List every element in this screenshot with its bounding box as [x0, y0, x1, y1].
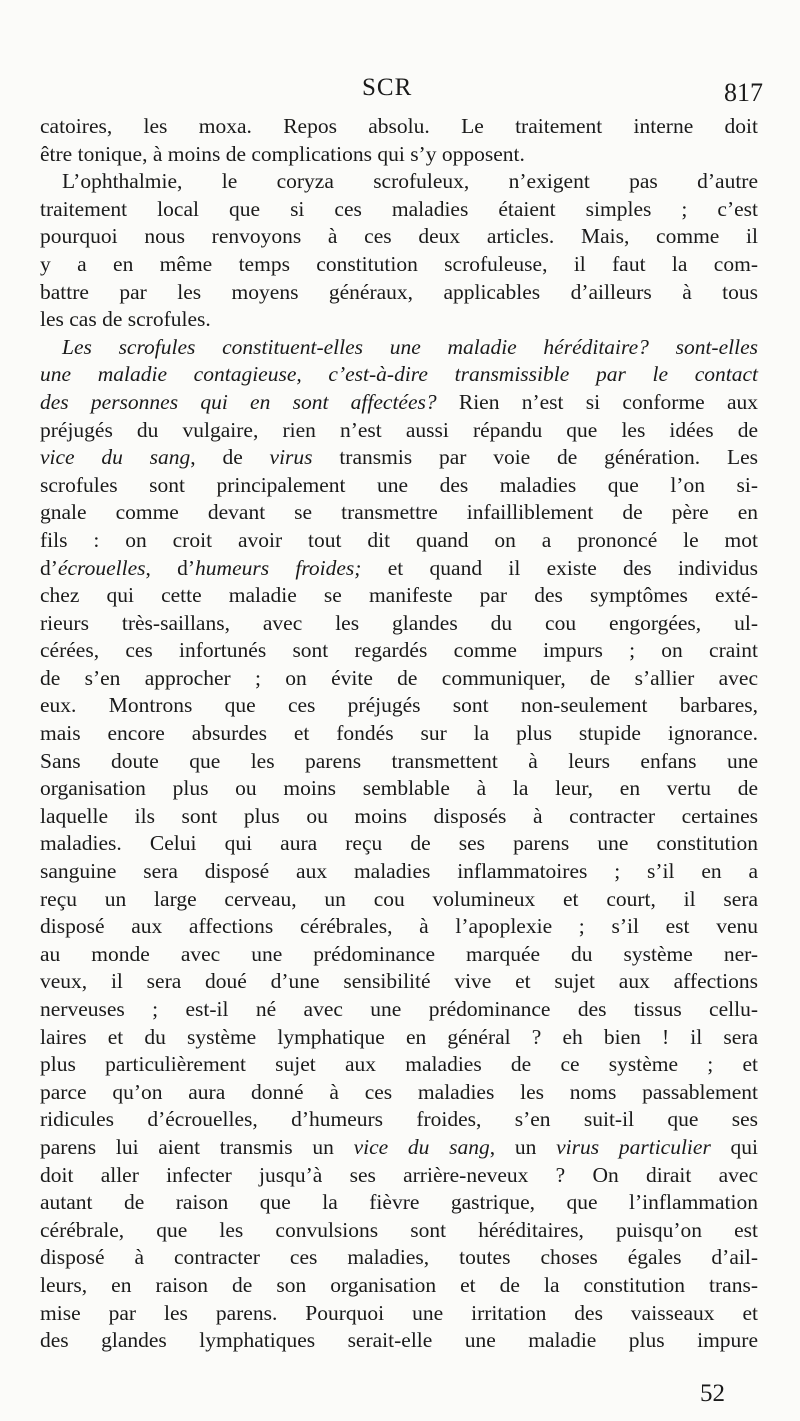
text-line: préjugés du vulgaire, rien n’est aussi répandu que les idées de [40, 417, 758, 442]
text-line: des glandes lymphatiques serait-elle une maladie plus impure [40, 1328, 758, 1353]
text-line: battre par les moyens généraux, applicables d’ailleurs à tous [40, 279, 758, 304]
text-line: scrofules sont principalement une des maladies que l’on si- [40, 472, 758, 497]
text-line: L’ophthalmie, le coryza scrofuleux, n’exigent pas d’autre [62, 169, 758, 194]
text-line: Sans doute que les parens transmettent à leurs enfans une [40, 748, 758, 773]
text-line: disposé à contracter ces maladies, toutes choses égales d’ail- [40, 1245, 758, 1270]
body-text [40, 113, 758, 1355]
text-line: chez qui cette maladie se manifeste par des symptômes exté- [40, 583, 758, 608]
text-line: parens lui aient transmis un vice du sang, un virus particulier qui [40, 1134, 759, 1159]
text-line: parce qu’on aura donné à ces maladies les noms passablement [40, 1079, 758, 1104]
text-line: organisation plus ou moins semblable à la leur, en vertu de [40, 776, 758, 801]
text-line: une maladie contagieuse, c’est-à-dire transmissible par le contact [40, 362, 758, 387]
running-head: SCR [362, 74, 413, 101]
text-line: pourquoi nous renvoyons à ces deux articles. Mais, comme il [40, 224, 758, 249]
signature-mark: 52 [700, 1380, 725, 1407]
text-line: mais encore absurdes et fondés sur la plus stupide ignorance. [40, 721, 758, 746]
text-line: traitement local que si ces maladies étaient simples ; c’est [40, 196, 758, 221]
text-line: d’écrouelles, d’humeurs froides; et quand il existe des individus [40, 555, 758, 580]
text-line: vice du sang, de virus transmis par voie de génération. Les [40, 445, 758, 470]
page-number: 817 [724, 78, 763, 107]
text-line: catoires, les moxa. Repos absolu. Le traitement interne doit [40, 114, 758, 138]
text-line: Les scrofules constituent-elles une maladie héréditaire? sont-elles [62, 334, 758, 359]
text-line: reçu un large cerveau, un cou volumineux et court, il sera [40, 886, 758, 911]
text-line: fils : on croit avoir tout dit quand on a prononcé le mot [40, 527, 758, 552]
text-line: rieurs très-saillans, avec les glandes du cou engorgées, ul- [40, 610, 758, 635]
text-line: y a en même temps constitution scrofuleuse, il faut la com- [40, 251, 758, 276]
text-line: veux, il sera doué d’une sensibilité vive et sujet aux affections [40, 969, 758, 994]
text-line: laquelle ils sont plus ou moins disposés à contracter certaines [40, 803, 758, 828]
text-line: gnale comme devant se transmettre infailliblement de père en [40, 500, 758, 525]
text-line: nerveuses ; est-il né avec une prédominance des tissus cellu- [40, 997, 758, 1021]
text-line: mise par les parens. Pourquoi une irritation des vaisseaux et [40, 1300, 758, 1325]
text-line: cérées, ces infortunés sont regardés comme impurs ; on craint [40, 638, 758, 663]
text-line: plus particulièrement sujet aux maladies de ce système ; et [40, 1052, 758, 1077]
text-line: maladies. Celui qui aura reçu de ses parens une constitution [40, 831, 758, 856]
text-line: doit aller infecter jusqu’à ses arrière-neveux ? On dirait avec [40, 1162, 758, 1187]
text-line: laires et du système lymphatique en général ? eh bien ! il sera [40, 1024, 758, 1049]
page-header [0, 74, 800, 110]
text-line: les cas de scrofules. [40, 307, 211, 332]
text-line: être tonique, à moins de complications qui s’y opposent. [40, 141, 525, 166]
text-line: autant de raison que la fièvre gastrique, que l’inflammation [40, 1190, 758, 1215]
text-line: au monde avec une prédominance marquée du système ner- [40, 941, 758, 966]
text-line: des personnes qui en sont affectées? Rien n’est si conforme aux [40, 389, 758, 414]
text-line: ridicules d’écrouelles, d’humeurs froides, s’en suit-il que ses [40, 1107, 758, 1132]
text-line: eux. Montrons que ces préjugés sont non-seulement barbares, [40, 693, 758, 718]
text-line: cérébrale, que les convulsions sont héréditaires, puisqu’on est [40, 1217, 758, 1242]
text-line: sanguine sera disposé aux maladies inflammatoires ; s’il en a [40, 859, 758, 884]
text-line: disposé aux affections cérébrales, à l’apoplexie ; s’il est venu [40, 914, 758, 939]
text-line: de s’en approcher ; on évite de communiquer, de s’allier avec [40, 665, 758, 690]
text-line: leurs, en raison de son organisation et de la constitution trans- [40, 1272, 758, 1297]
